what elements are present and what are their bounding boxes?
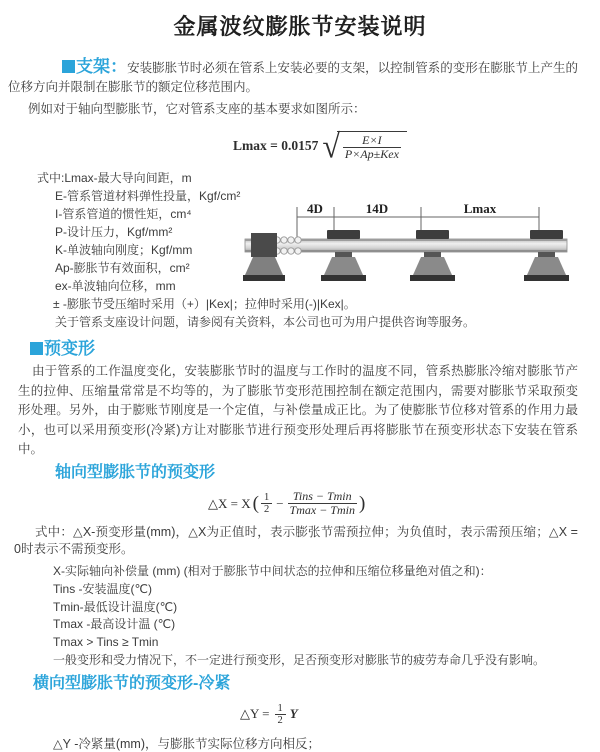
- lateral-formula-rhs: Y: [289, 706, 298, 722]
- axial-explain-text: 式中：△X-预变形量(mm)，△X为正值时，表示膨张节需预拉伸；为负值时，表示需预压缩；△X = 0时表示不需预变形。: [14, 524, 578, 556]
- predeform-body-text: 由于管系的工作温度变化，安装膨胀节时的温度与工作时的温度不同，管系热膨胀冷缩对膨胀节产生的拉伸、压缩量常常是不均等的，为了膨胀节变形范围控制在额定范围内，需要对膨胀节采取预变形处理。另外，由于膨账节刚度是一个定值，与补偿量成正比。为了使膨胀节位移对管系的作用力最小，也可以采用预变形(冷紧)方让对膨胀节进行预变形处理后再将膨胀节在预变形状态下安装在管系中。: [18, 364, 578, 457]
- lmax-fraction-denominator: P×Ap±Kex: [344, 147, 399, 161]
- lateral-formula-lhs: △Y =: [240, 706, 270, 722]
- lmax-fraction: [343, 134, 401, 161]
- pipe-support-diagram: [243, 199, 573, 295]
- support-example-text: 例如对于轴向型膨胀节，它对管系支座的基本要求如图所示：: [28, 102, 366, 116]
- open-paren: (: [252, 492, 259, 514]
- definition-item: ± -膨胀节受压缩时采用（+）|Kex|；拉伸时采用(-)|Kex|。: [53, 297, 356, 311]
- page-title: 金属波纹膨胀节安装说明: [173, 14, 427, 39]
- axial-subheading: 轴向型膨胀节的预变形: [55, 463, 216, 481]
- radicand: [337, 131, 407, 161]
- definitions-and-diagram: [0, 169, 600, 331]
- dimension-label-lmax: Lmax: [463, 201, 497, 216]
- section-marker-icon: [62, 60, 75, 73]
- radical-sign: √: [322, 127, 340, 165]
- definition-item: Tmax -最高设计温 (℃): [53, 617, 176, 632]
- definition-item: ex-单波轴向位移，mm: [55, 279, 176, 293]
- guide-support: [321, 230, 366, 281]
- half-numerator: 1: [263, 492, 270, 504]
- lmax-formula: [233, 128, 600, 164]
- support-section-heading: [62, 57, 127, 76]
- definition-item: X-实际轴向补偿量 (mm) (相对于膨胀节中间状态的拉伸和压缩位移量绝对值之和)：: [53, 563, 492, 578]
- axial-formula: [208, 490, 600, 518]
- predeform-heading-label: 预变形: [44, 339, 95, 358]
- lateral-formula: [240, 702, 600, 727]
- half-denominator: 2: [275, 714, 286, 726]
- support-note-text: 关于管系支座设计问题，请参阅有关资料，本公司也可为用户提供咨询等服务。: [55, 315, 476, 329]
- definition-item: I-管系管道的惯性矩，cm⁴: [55, 207, 192, 221]
- support-paragraph: [8, 57, 578, 97]
- definition-item: P-设计压力，Kgf/mm²: [55, 225, 173, 239]
- temperature-fraction-numerator: Tins − Tmin: [292, 489, 352, 504]
- minus-sign: −: [276, 495, 284, 511]
- definition-item: Ap-膨胀节有效面积，cm²: [55, 261, 190, 275]
- definition-item: 式中:Lmax-最大导向间距，m: [37, 171, 192, 185]
- definition-item: E-管系管道材料弹性投量，Kgf/cm²: [55, 189, 241, 203]
- half-fraction: [275, 703, 286, 726]
- support-intro-text: 安装膨胀节时必须在管系上安装必要的支架，以控制管系的变形在膨胀节上产生的位移方向并限制在膨胀节的额定位移范围内。: [8, 61, 578, 94]
- definition-item: Tins -安装温度(℃): [53, 581, 153, 596]
- lmax-fraction-numerator: E×I: [362, 133, 382, 147]
- definition-item: Tmax > Tins ≥ Tmin: [53, 635, 159, 650]
- dimension-label-4d: 4D: [307, 201, 323, 216]
- temperature-fraction: [288, 490, 357, 517]
- guide-support: [410, 230, 455, 281]
- lateral-note-text: △Y -冷紧量(mm)，与膨胀节实际位移方向相反；: [53, 736, 321, 751]
- half-numerator: 1: [277, 702, 283, 714]
- definition-item: K-单波轴向刚度；Kgf/mm: [55, 243, 193, 257]
- predeform-section-heading: [30, 339, 600, 359]
- definition-item: Tmin-最低设计温度(℃): [53, 599, 178, 614]
- axial-definitions-list: [0, 563, 578, 670]
- section-marker-icon: [30, 342, 43, 355]
- close-paren: ): [358, 492, 366, 514]
- axial-formula-lhs: △X = X: [208, 495, 251, 511]
- dimension-label-14d: 14D: [365, 201, 389, 216]
- guide-support: [524, 230, 569, 281]
- definition-item: 一般变形和受力情况下，不一定进行预变形，足否预变形对膨胀节的疲劳寿命几乎没有影响。: [53, 652, 546, 667]
- lateral-subheading: 横向型膨胀节的预变形-冷紧: [33, 674, 231, 692]
- lmax-formula-lhs: Lmax = 0.0157: [233, 138, 319, 153]
- support-heading-label: 支架：: [76, 57, 128, 76]
- half-denominator: 2: [261, 503, 272, 515]
- temperature-fraction-denominator: Tmax − Tmin: [289, 503, 355, 518]
- half-fraction: [261, 492, 272, 515]
